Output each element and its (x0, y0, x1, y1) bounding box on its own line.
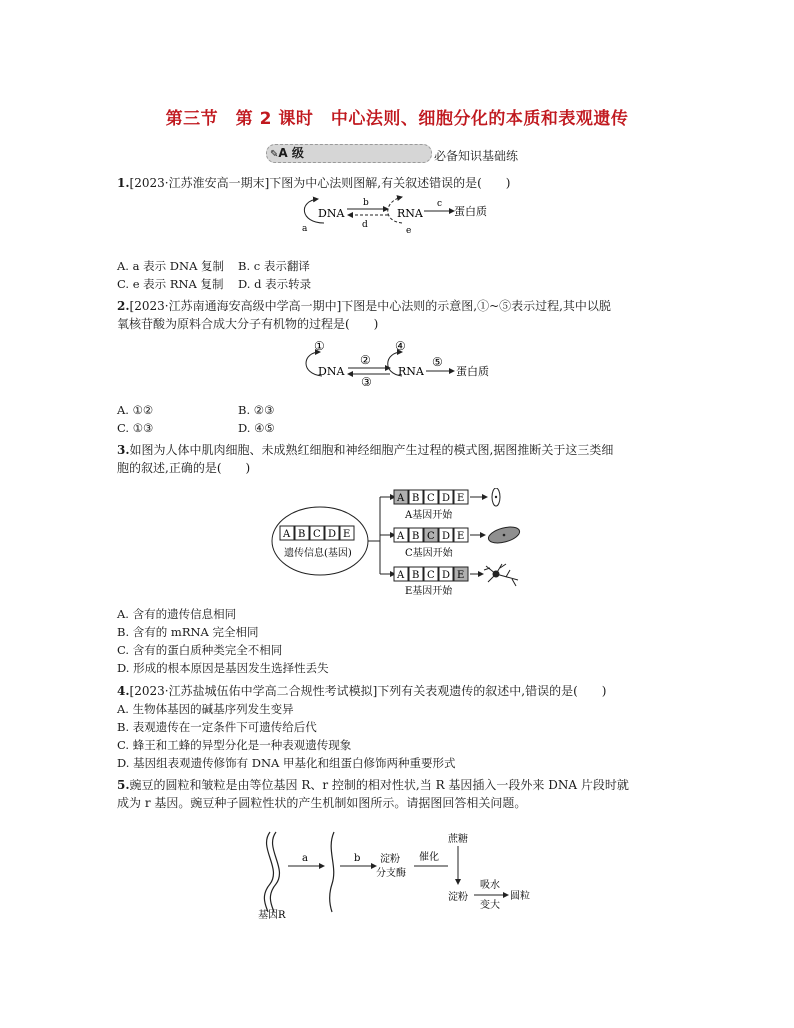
q3-src-gene-e: E (343, 529, 351, 540)
q5-enzyme-line2: 分支酶 (376, 868, 406, 879)
q3-src-gene-c: C (313, 529, 321, 540)
q3-b3-gene-e: E (457, 570, 465, 581)
page-title: 第三节 第 2 课时 中心法则、细胞分化的本质和表观遗传 (165, 109, 629, 129)
q5-sucrose-label: 蔗糖 (448, 834, 468, 845)
q3-b2-gene-b: B (412, 531, 420, 542)
q2-protein-label: 蛋白质 (456, 365, 489, 378)
q3-b1-gene-c: C (427, 493, 435, 504)
q3-b2-gene-c: C (427, 531, 435, 542)
q4-option-d[interactable]: D. 基因组表观遗传修饰有 DNA 甲基化和组蛋白修饰两种重要形式 (117, 756, 456, 770)
q1-label-c: c (437, 199, 443, 209)
q3-branch-label-e: E基因开始 (405, 586, 453, 597)
q3-option-c[interactable]: C. 含有的蛋白质种类完全不相同 (117, 643, 283, 657)
question-3-stem-line2: 胞的叙述,正确的是( ) (117, 461, 251, 475)
question-5-stem-line1: 5.豌豆的圆粒和皱粒是由等位基因 R、r 控制的相对性状,当 R 基因插入一段外来 DNA 片段时就 (117, 778, 629, 792)
q4-option-a[interactable]: A. 生物体基因的碱基序列发生变异 (117, 702, 294, 716)
q3-b1-gene-a: A (397, 493, 405, 504)
q3-source-label: 遗传信息(基因) (284, 548, 352, 559)
question-2-stem-line2: 氧核苷酸为原料合成大分子有机物的过程是( ) (117, 317, 379, 331)
q5-starch-mechanism-diagram (252, 828, 552, 920)
q2-label-3: ③ (361, 375, 372, 386)
q5-label-b: b (354, 853, 361, 864)
q4-option-b[interactable]: B. 表观遗传在一定条件下可遗传给后代 (117, 720, 317, 734)
q2-label-5: ⑤ (432, 355, 443, 369)
q3-b2-gene-d: D (442, 531, 451, 542)
q5-catalyze-label: 催化 (419, 852, 439, 863)
q1-protein-label: 蛋白质 (454, 205, 487, 218)
q3-source-genes (280, 526, 354, 540)
q5-gene-label: 基因R (258, 910, 286, 920)
q1-option-c[interactable]: C. e 表示 RNA 复制 (117, 277, 224, 291)
q5-round-label: 圆粒 (510, 891, 530, 902)
q3-b1-gene-d: D (442, 493, 451, 504)
q3-branch-label-c: C基因开始 (405, 548, 453, 559)
q2-rna-label: RNA (398, 365, 424, 378)
q5-enzyme-line1: 淀粉 (380, 854, 400, 865)
q3-b2-gene-e: E (457, 531, 465, 542)
q1-label-e: e (406, 226, 412, 235)
neuron-icon (484, 564, 518, 586)
q2-dna-label: DNA (318, 365, 345, 378)
q5-label-a: a (302, 853, 308, 864)
q3-b3-gene-a: A (397, 570, 405, 581)
q3-b3-gene-d: D (442, 570, 451, 581)
q2-option-b[interactable]: B. ②③ (238, 403, 275, 417)
question-3-stem-line1: 3.如图为人体中肌肉细胞、未成熟红细胞和神经细胞产生过程的模式图,据图推断关于这三类细 (117, 443, 614, 457)
q5-absorb-line1: 吸水 (480, 880, 500, 891)
q3-branch-label-a: A基因开始 (405, 510, 453, 521)
q2-label-2: ② (360, 353, 371, 367)
q2-label-4: ④ (395, 339, 406, 353)
q1-option-b[interactable]: B. c 表示翻译 (238, 259, 310, 273)
pencil-icon: ✎ (270, 149, 279, 160)
section-subtitle: 必备知识基础练 (434, 149, 519, 163)
q3-b1-gene-e: E (457, 493, 465, 504)
q1-label-a: a (302, 224, 308, 234)
q2-label-1: ① (314, 339, 325, 353)
q2-option-a[interactable]: A. ①② (117, 403, 154, 417)
question-2-stem-line1: 2.[2023·江苏南通海安高级中学高一期中]下图是中心法则的示意图,①~⑤表示过程,其中以脱 (117, 299, 611, 313)
q3-b3-gene-c: C (427, 570, 435, 581)
q1-rna-label: RNA (397, 207, 423, 220)
q4-option-c[interactable]: C. 蜂王和工蜂的异型分化是一种表观遗传现象 (117, 738, 352, 752)
q1-option-d[interactable]: D. d 表示转录 (238, 277, 312, 291)
question-1-stem: 1.[2023·江苏淮安高一期末]下图为中心法则图解,有关叙述错误的是( ) (117, 176, 511, 190)
q1-dna-label: DNA (318, 207, 345, 220)
q3-option-a[interactable]: A. 含有的遗传信息相同 (117, 607, 237, 621)
q3-b2-gene-a: A (397, 531, 405, 542)
q1-central-dogma-diagram (290, 193, 490, 235)
q3-option-d[interactable]: D. 形成的根本原因是基因发生选择性丢失 (117, 661, 329, 675)
q3-b3-gene-b: B (412, 570, 420, 581)
mrna-strand-icon (330, 832, 334, 912)
q2-central-dogma-diagram (298, 338, 498, 386)
q2-option-d[interactable]: D. ④⑤ (238, 421, 275, 435)
q3-cell-differentiation-diagram (270, 488, 530, 598)
q5-starch-label: 淀粉 (448, 892, 468, 903)
section-tag: ✎A 级 (270, 146, 304, 160)
q3-option-b[interactable]: B. 含有的 mRNA 完全相同 (117, 625, 259, 639)
q1-label-b: b (363, 198, 369, 208)
q3-src-gene-a: A (283, 529, 291, 540)
question-5-stem-line2: 成为 r 基因。豌豆种子圆粒性状的产生机制如图所示。请据图回答相关问题。 (117, 796, 527, 810)
q3-src-gene-b: B (298, 529, 306, 540)
q5-absorb-line2: 变大 (480, 900, 500, 911)
q3-src-gene-d: D (328, 529, 337, 540)
q2-option-c[interactable]: C. ①③ (117, 421, 154, 435)
question-4-stem: 4.[2023·江苏盐城伍佑中学高二合规性考试模拟]下列有关表观遗传的叙述中,错误的是( ) (117, 684, 607, 698)
q1-option-a[interactable]: A. a 表示 DNA 复制 (117, 259, 225, 273)
q3-b1-gene-b: B (412, 493, 420, 504)
q1-label-d: d (362, 220, 368, 230)
